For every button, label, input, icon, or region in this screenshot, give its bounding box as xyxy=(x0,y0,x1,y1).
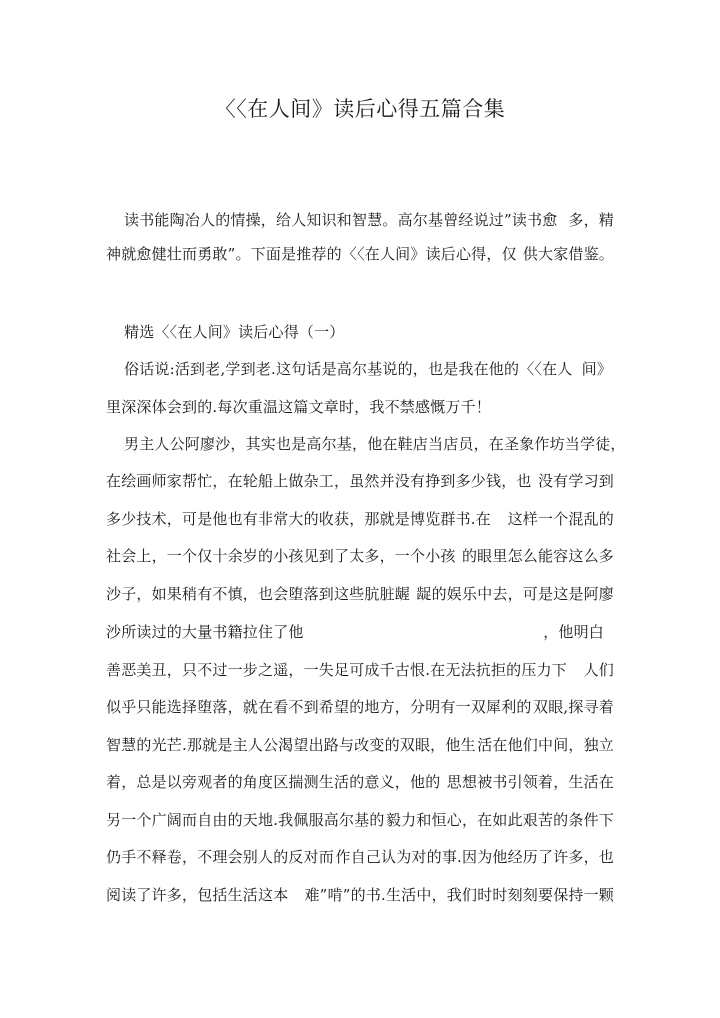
text-segment: 毅力和恒心，在如此艰苦的条件下 xyxy=(385,811,614,829)
text-segment: 这样一个混乱的 xyxy=(507,510,614,528)
text-segment: 智慧的光芒.那就是主人公渴望出路与改变的双眼，他生 xyxy=(106,736,476,754)
text-segment: 学徒， xyxy=(580,435,626,453)
text-segment: 似乎只能选择堕落，就在看不到希望的地方，分明有一双犀利的 xyxy=(106,698,532,716)
text-segment: 龊的娱乐中去，可是这是阿廖 xyxy=(416,585,614,603)
body-line-5 xyxy=(106,509,614,529)
body-line-11 xyxy=(106,735,614,755)
text-segment: 俗话说:活到老,学到老.这句话是高尔基说的，也是我在他的〈〈在人 xyxy=(124,360,573,378)
text-segment: 难”啃”的书.生活中，我们时时刻刻要保持一颗 xyxy=(304,886,614,904)
text-segment: 的眼里怎么能容这么多 xyxy=(461,547,614,565)
text-segment: ，他明白 xyxy=(543,623,604,641)
body-line-8 xyxy=(106,622,604,642)
intro-line-1 xyxy=(124,210,614,230)
text-segment: 仍手不释卷，不理会别人的反对而 xyxy=(106,848,335,866)
body-line-14 xyxy=(106,847,614,867)
text-segment: 活在他们中间，独立 xyxy=(477,736,614,754)
text-segment: 作自己认为对的事.因为他经历了许多，也 xyxy=(335,848,614,866)
text-segment: 多，精 xyxy=(568,211,614,229)
text-segment: 间》 xyxy=(581,360,612,378)
text-segment: 在绘画师家帮忙，在轮船上做杂工，虽然并没有挣到多少钱，也 xyxy=(106,472,532,490)
text-segment: 读书能陶冶人的情操，给人知识和智慧。高尔基曾经说过”读书愈 xyxy=(124,211,558,229)
section-heading: 精选〈〈在人间》读后心得（一） xyxy=(124,323,345,341)
text-segment: 多少技术，可是他也有非常大的收获，那就是博览群书.在 xyxy=(106,510,491,528)
document-title: 〈〈在人间》读后心得五篇合集 xyxy=(214,97,506,121)
body-line-2 xyxy=(106,397,491,417)
body-line-12 xyxy=(106,772,614,792)
text-segment: 思想被书引领着，生活在 xyxy=(446,773,614,791)
intro-line-2 xyxy=(106,244,614,264)
body-line-3 xyxy=(124,434,626,454)
body-line-6 xyxy=(106,546,614,566)
text-segment: 男主人公阿廖沙，其实也是高尔基，他在鞋店当店员，在圣象作坊当 xyxy=(124,435,581,453)
text-segment: 沙子，如果稍有不慎，也会堕落到这些肮脏龌 xyxy=(106,585,411,603)
body-line-4 xyxy=(106,471,614,491)
text-segment: 神就愈健壮而勇敢”。下面是推荐的〈〈在人间》读后心得，仅 xyxy=(106,245,517,263)
text-segment: 阅读了许多，包括生活这本 xyxy=(106,886,289,904)
body-line-15 xyxy=(106,885,614,905)
text-segment: 双眼,探寻着 xyxy=(533,698,614,716)
body-line-1 xyxy=(124,359,612,379)
text-segment: 人们 xyxy=(583,661,614,679)
text-segment: 没有学习到 xyxy=(537,472,614,490)
body-line-7 xyxy=(106,584,614,604)
text-segment: 供大家借鉴。 xyxy=(522,245,614,263)
body-line-9 xyxy=(106,660,614,680)
body-line-10 xyxy=(106,697,614,717)
text-segment: 另一个广阔而自由的天地.我佩服高尔基的 xyxy=(106,811,385,829)
body-line-13 xyxy=(106,810,614,830)
text-segment: 沙所读过的大量书籍拉住了他 xyxy=(106,623,304,641)
text-segment: 着，总是以旁观者的角度区揣测生活的意义，他的 xyxy=(106,773,441,791)
text-segment: 善恶美丑，只不过一步之遥，一失足可成千古恨.在无法抗拒的压力下 xyxy=(106,661,567,679)
text-segment: 社会上，一个仅十余岁的小孩见到了太多，一个小孩 xyxy=(106,547,456,565)
text-segment: 里深深体会到的.每次重温这篇文章时，我不禁感慨万千！ xyxy=(106,398,491,416)
